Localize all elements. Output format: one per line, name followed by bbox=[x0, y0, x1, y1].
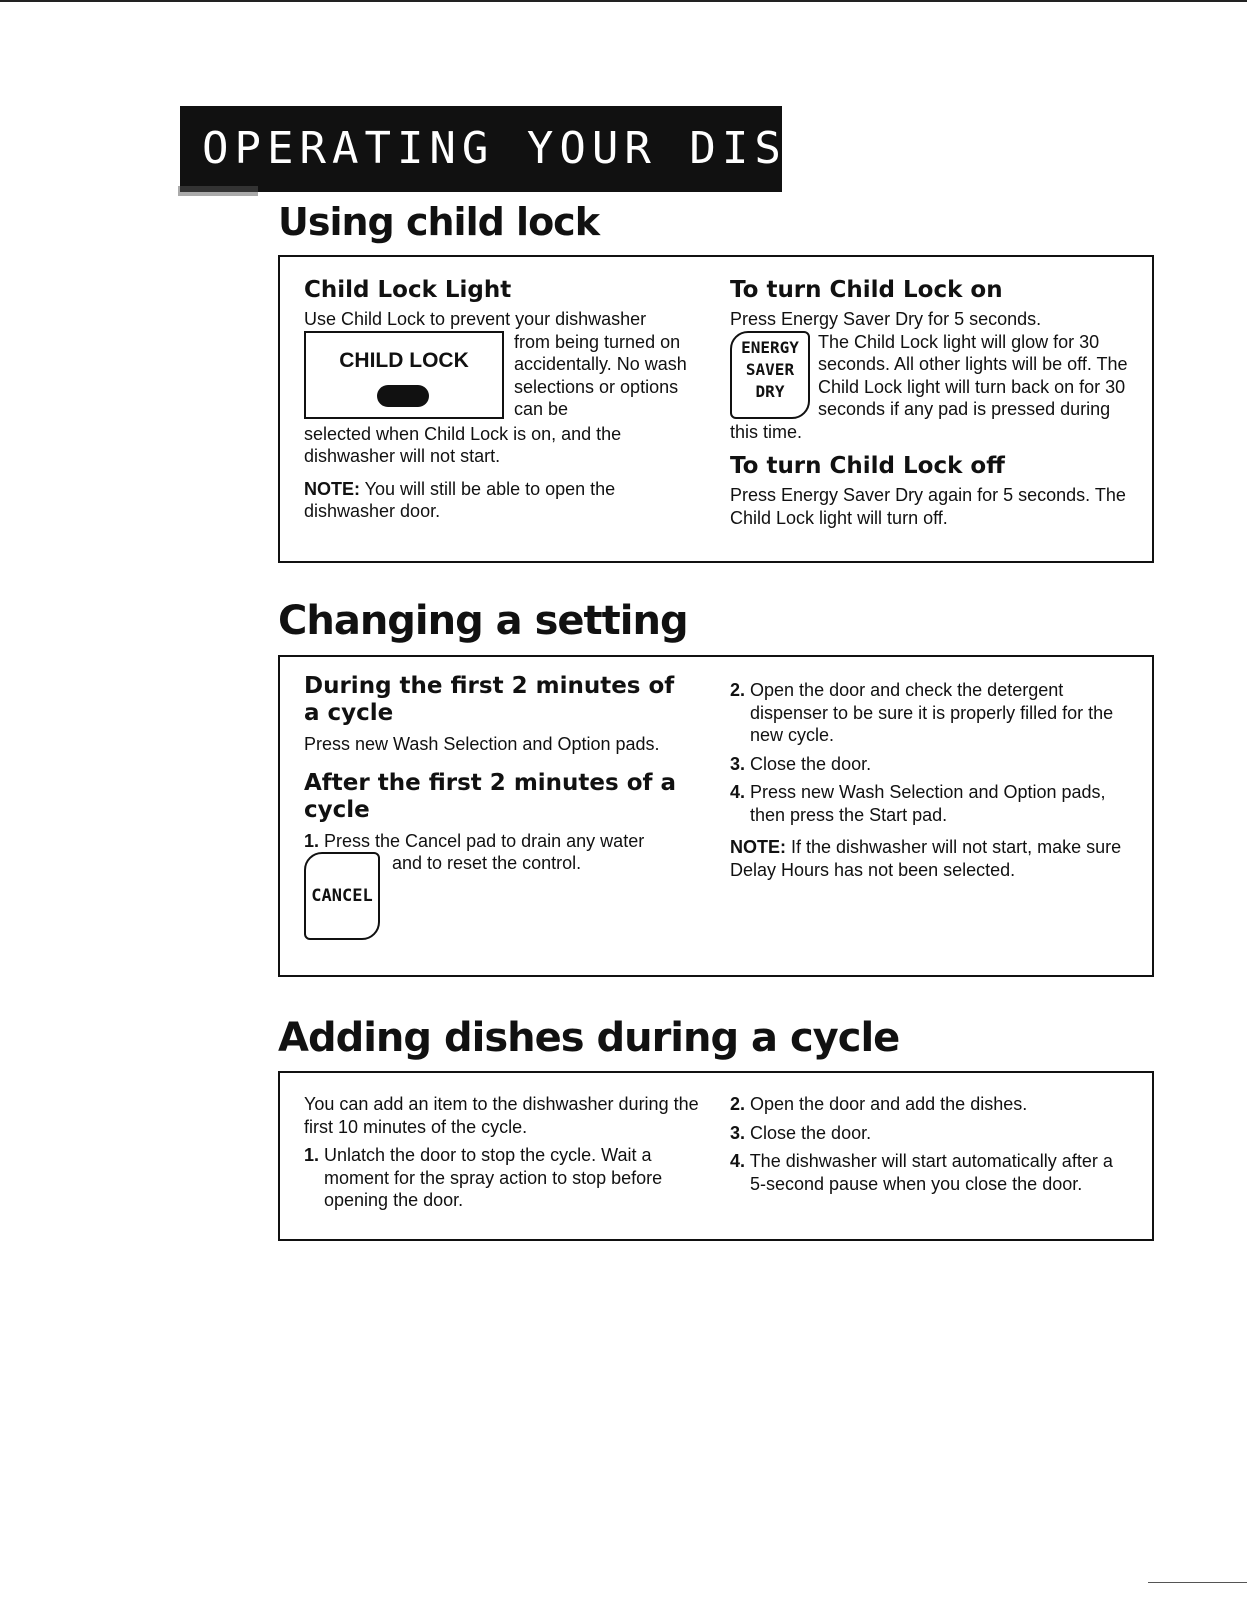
after-minutes-heading: After the first 2 minutes of a cycle bbox=[304, 769, 677, 823]
first-minutes-heading: During the first 2 minutes of a cycle bbox=[304, 673, 675, 726]
chapter-banner: OPERATING YOUR DISHWASHER bbox=[180, 106, 782, 192]
energy-pad-block bbox=[730, 331, 1130, 444]
changing-left-column bbox=[304, 673, 704, 942]
child-lock-graphic bbox=[304, 331, 504, 419]
changing-setting-box bbox=[278, 655, 1154, 977]
list-item bbox=[730, 679, 1130, 747]
step-number: 2. bbox=[730, 1094, 746, 1114]
step-number: 2. bbox=[730, 680, 746, 700]
step-text: The dishwasher will start automatically after a 5-second pause when you close the door. bbox=[745, 1151, 1113, 1194]
section-title-adding: Adding dishes during a cycle bbox=[278, 1015, 900, 1061]
step-number: 3. bbox=[730, 1122, 746, 1143]
step-text: Open the door and check the detergent dispenser to be sure it is properly filled for the new cycle. bbox=[745, 680, 1114, 745]
adding-left-column bbox=[304, 1093, 704, 1212]
step-text: Open the door and add the dishes. bbox=[745, 1094, 1028, 1114]
adding-intro: You can add an item to the dishwasher during the first 10 minutes of the cycle. bbox=[304, 1094, 699, 1137]
child-lock-indicator-light bbox=[377, 385, 429, 407]
list-item bbox=[730, 1150, 1130, 1195]
child-lock-rest-text: selected when Child Lock is on, and the dishwasher will not start. bbox=[304, 423, 622, 466]
energy-saver-dry-pad-icon bbox=[730, 331, 810, 419]
child-lock-on-text: The Child Lock light will glow for 30 seconds. All other lights will be off. The Child Lock light will turn back on for 30 seconds if any pad is pressed during this time. bbox=[730, 331, 1128, 442]
child-lock-graphic-rule bbox=[306, 331, 502, 333]
cancel-step-wrap: and to reset the control. bbox=[392, 853, 582, 873]
list-item bbox=[730, 781, 1130, 826]
section-title-changing: Changing a setting bbox=[278, 598, 688, 644]
child-lock-off-heading: To turn Child Lock off bbox=[730, 453, 1005, 479]
child-lock-on-intro: Press Energy Saver Dry for 5 seconds. bbox=[730, 309, 1042, 329]
changing-steps-list bbox=[730, 679, 1130, 826]
page-bottom-rule bbox=[1148, 1582, 1247, 1583]
cancel-pad-label: CANCEL bbox=[311, 886, 373, 906]
first-minutes-text: Press new Wash Selection and Option pads. bbox=[304, 734, 660, 754]
section-title-child-lock: Using child lock bbox=[278, 200, 599, 244]
step-number: 1. bbox=[304, 830, 320, 851]
note-text: If the dishwasher will not start, make sure Delay Hours has not been selected. bbox=[730, 837, 1122, 880]
energy-pad-line1: ENERGY bbox=[741, 337, 799, 357]
child-lock-wrap-text: from being turned on accidentally. No wash selections or options can be bbox=[514, 331, 687, 419]
child-lock-light-column bbox=[304, 277, 704, 523]
child-lock-wrap-block bbox=[304, 331, 704, 423]
step-number: 1. bbox=[304, 1145, 320, 1165]
adding-steps-list-right bbox=[730, 1093, 1130, 1195]
step-text: Press new Wash Selection and Option pads, then press the Start pad. bbox=[745, 782, 1106, 825]
child-lock-intro: Use Child Lock to prevent your dishwasher bbox=[304, 309, 647, 329]
child-lock-box bbox=[278, 255, 1154, 563]
list-item bbox=[304, 1144, 704, 1212]
energy-pad-line2: SAVER bbox=[745, 359, 795, 379]
step-text: Press the Cancel pad to drain any water bbox=[319, 830, 645, 851]
changing-right-column bbox=[730, 679, 1130, 881]
list-item bbox=[730, 1093, 1130, 1116]
step-text: Close the door. bbox=[745, 1122, 872, 1143]
list-item bbox=[730, 753, 1130, 776]
adding-right-column bbox=[730, 1093, 1130, 1195]
child-lock-on-column bbox=[730, 277, 1130, 529]
child-lock-note bbox=[304, 478, 704, 523]
step-text: Close the door. bbox=[745, 753, 872, 774]
note-label: NOTE: bbox=[304, 478, 360, 499]
adding-steps-list-left bbox=[304, 1144, 704, 1212]
energy-pad-line3: DRY bbox=[755, 381, 785, 401]
changing-note bbox=[730, 836, 1130, 881]
child-lock-graphic-label: CHILD LOCK bbox=[339, 348, 469, 372]
step-number: 4. bbox=[730, 1151, 746, 1171]
adding-dishes-box bbox=[278, 1071, 1154, 1241]
list-item bbox=[730, 1122, 1130, 1145]
child-lock-on-heading: To turn Child Lock on bbox=[730, 277, 1003, 303]
step-number: 4. bbox=[730, 782, 746, 802]
page-top-rule bbox=[0, 0, 1247, 2]
child-lock-light-heading: Child Lock Light bbox=[304, 277, 512, 303]
step-text: Unlatch the door to stop the cycle. Wait a moment for the spray action to stop before opening the door. bbox=[319, 1145, 663, 1210]
cancel-step bbox=[304, 830, 704, 853]
banner-scan-mark bbox=[178, 186, 258, 196]
note-label: NOTE: bbox=[730, 837, 786, 857]
cancel-pad-icon bbox=[304, 852, 380, 940]
note-text: You will still be able to open the dishwasher door. bbox=[304, 478, 616, 521]
child-lock-off-text: Press Energy Saver Dry again for 5 seconds. The Child Lock light will turn off. bbox=[730, 485, 1126, 528]
step-number: 3. bbox=[730, 753, 746, 774]
cancel-pad-block bbox=[304, 852, 704, 942]
